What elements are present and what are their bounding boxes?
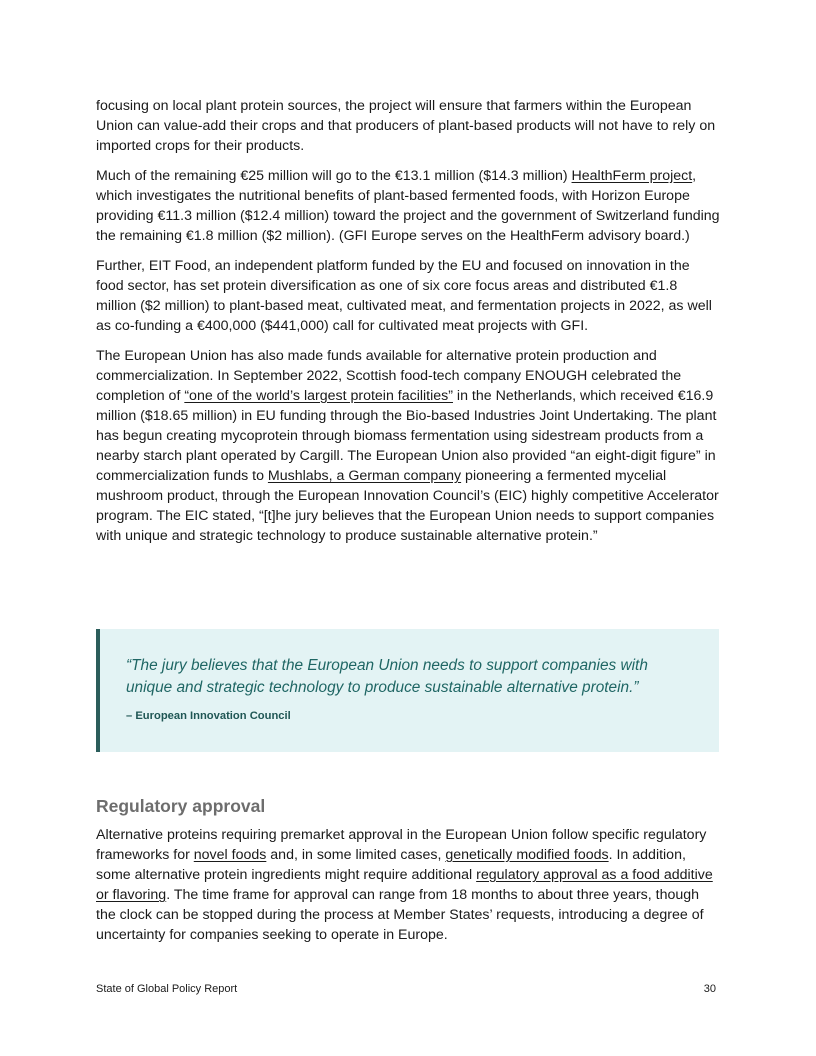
text-run: . In addition, some alternative protein ingredients might require additional [96,847,686,883]
inline-link[interactable]: HealthFerm project [571,168,693,184]
text-run: pioneering a fermented mycelial mushroom product, through the European Innovation Council’s (EIC) highly competitive Accelerator program. The EIC stated, “[t]he jury believes that the European Union needs to support companies with unique and strategic technology to produce sustainable alternative protein.” [96,468,719,544]
text-run: Further, EIT Food, an independent platform funded by the EU and focused on innovation in the food sector, has set protein diversification as one of six core focus areas and distributed €1.8 million ($2 million) to plant-based meat, cultivated meat, and fermentation projects in 2022, as well as co-funding a €400,000 ($441,000) call for cultivated meat projects with GFI. [96,258,712,334]
regulatory-section [96,795,720,955]
text-run: and, in some limited cases, [266,847,446,863]
paragraph [96,166,720,246]
inline-link[interactable]: Mushlabs, a German company [267,468,462,484]
text-run: , which investigates the nutritional benefits of plant-based fermented foods, with Horizon Europe providing €11.3 million ($12.4 million) toward the project and the government of Switzerland funding the remaining €1.8 million ($2 million). (GFI Europe serves on the HealthFerm advisory board.) [96,168,720,244]
inline-link[interactable]: novel foods [193,847,267,863]
inline-link[interactable]: genetically modified foods [445,847,609,863]
paragraph [96,346,720,546]
section-paragraph [96,825,720,945]
text-run: . The time frame for approval can range from 18 months to about three years, though the clock can be stopped during the process at Member States’ requests, introducing a degree of uncertainty for companies seeking to operate in Europe. [96,887,704,943]
quote-text: “The jury believes that the European Union needs to support companies with unique and strategic technology to produce sustainable alternative protein.” [126,657,648,696]
page-footer [96,983,716,995]
inline-link[interactable]: “one of the world’s largest protein facilities” [184,388,453,404]
text-run: The European Union has also made funds available for alternative protein production and commercialization. In September 2022, Scottish food-tech company ENOUGH celebrated the completion of [96,348,682,404]
report-title: State of Global Policy Report [96,983,238,995]
text-run: Alternative proteins requiring premarket approval in the European Union follow specific regulatory frameworks for [96,827,707,863]
pull-quote [96,629,719,752]
text-run: in the Netherlands, which received €16.9 million ($18.65 million) in EU funding through the Bio-based Industries Joint Undertaking. The plant has begun creating mycoprotein through biomass fermentation using sidestream products from a nearby starch plant operated by Cargill. The European Union also provided “an eight-digit figure” in commercialization funds to [96,388,717,484]
page-number: 30 [703,983,716,995]
inline-link[interactable]: regulatory approval as a food additive or flavoring [96,867,713,903]
quote-attribution: – European Innovation Council [126,710,291,722]
body-text [96,96,720,556]
paragraph [96,256,720,336]
text-run: Much of the remaining €25 million will go to the €13.1 million ($14.3 million) [96,168,572,184]
section-heading: Regulatory approval [96,796,266,816]
paragraph [96,96,720,156]
text-run: focusing on local plant protein sources, the project will ensure that farmers within the European Union can value-add their crops and that producers of plant-based products will not have to rely on imported crops for their products. [96,98,716,154]
